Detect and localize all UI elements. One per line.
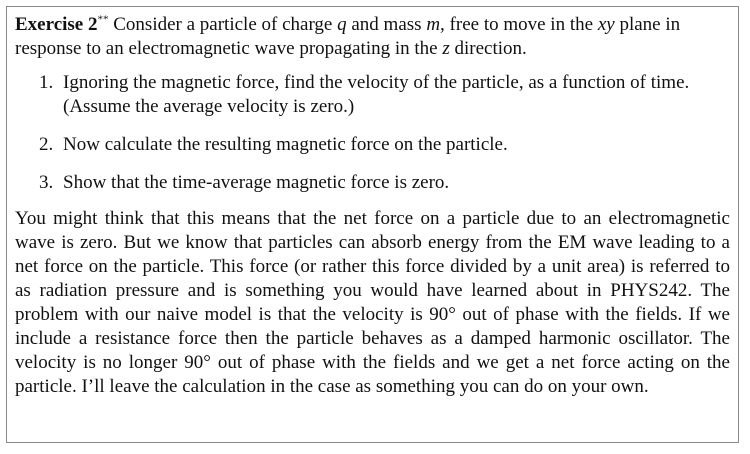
- task-item: [15, 71, 730, 119]
- intro-text-3: , free to move in the: [440, 14, 598, 35]
- var-xy: xy: [597, 14, 615, 35]
- exercise-box: [6, 6, 739, 443]
- exercise-intro: [15, 13, 730, 61]
- task-text: Now calculate the resulting magnetic force on the particle.: [63, 134, 508, 155]
- task-item: [15, 171, 730, 195]
- intro-text-4: plane in response to an electromagnetic wave propagating in the: [15, 14, 681, 59]
- task-number: 2.: [39, 134, 54, 155]
- task-text: Ignoring the magnetic force, find the velocity of the particle, as a function of time. (Assume the average velocity is zero.): [63, 72, 690, 117]
- task-text: Show that the time-average magnetic force is zero.: [63, 172, 450, 193]
- discussion-paragraph: You might think that this means that the net force on a particle due to an electromagnetic wave is zero. But we know that particles can absorb energy from the EM wave leading to a net force on the particle. This force (or rather this force divided by a unit area) is referred to as radiation pressure and is something you would have learned about in PHYS242. The problem with our naive model is that the velocity is 90° out of phase with the fields. If we include a resistance force then the particle behaves as a damped harmonic oscillator. The velocity is no longer 90° out of phase with the fields and we get a net force acting on the particle. I’ll leave the calculation in the case as something you can do on your own.: [15, 208, 730, 397]
- task-number: 3.: [39, 172, 54, 193]
- intro-text-2: and mass: [346, 14, 427, 35]
- task-item: [15, 133, 730, 157]
- var-z: z: [442, 38, 450, 59]
- var-m: m: [426, 14, 441, 35]
- task-list: [15, 71, 730, 195]
- difficulty-stars: **: [97, 13, 109, 26]
- var-q: q: [337, 14, 347, 35]
- intro-text-5: direction.: [449, 38, 527, 59]
- task-number: 1.: [39, 72, 54, 93]
- intro-text-1: Consider a particle of charge: [108, 14, 338, 35]
- exercise-label: Exercise 2: [15, 14, 98, 35]
